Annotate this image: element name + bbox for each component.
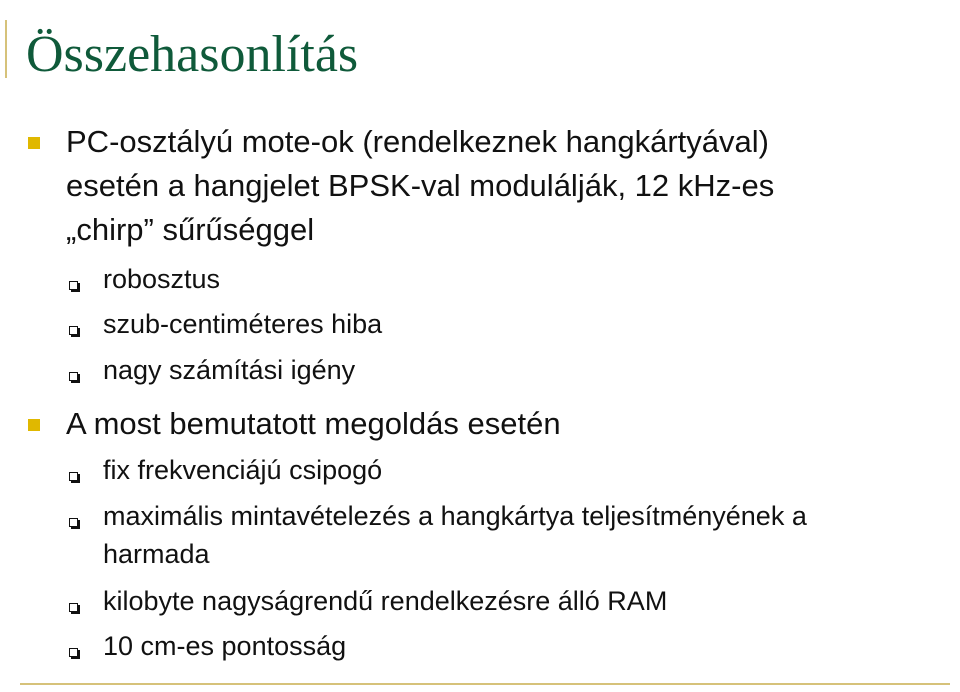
checkbox-bullet-icon bbox=[69, 472, 78, 481]
bullet-text-line: A most bemutatott megoldás esetén bbox=[66, 406, 561, 441]
square-bullet-icon bbox=[28, 419, 40, 431]
checkbox-bullet-icon bbox=[69, 518, 78, 527]
sub-bullet-text: nagy számítási igény bbox=[103, 355, 356, 385]
checkbox-bullet-icon bbox=[69, 281, 78, 290]
sub-bullet-text: maximális mintavételezés a hangkártya teljesítményének a bbox=[103, 501, 807, 531]
sub-bullet-text: harmada bbox=[103, 539, 210, 569]
bullet-text-line: esetén a hangjelet BPSK-val modulálják, 12 kHz-es bbox=[66, 168, 775, 203]
checkbox-bullet-icon bbox=[69, 603, 78, 612]
checkbox-bullet-icon bbox=[69, 326, 78, 335]
slide-title: Összehasonlítás bbox=[26, 26, 359, 83]
sub-bullet-text: robosztus bbox=[103, 264, 221, 294]
sub-bullet-text: szub-centiméteres hiba bbox=[103, 309, 383, 339]
bottom-rule bbox=[20, 683, 950, 685]
square-bullet-icon bbox=[28, 137, 40, 149]
bullet-text-line: „chirp” sűrűséggel bbox=[66, 212, 315, 247]
checkbox-bullet-icon bbox=[69, 372, 78, 381]
bullet-text-line: PC-osztályú mote-ok (rendelkeznek hangkártyával) bbox=[66, 124, 769, 159]
sub-bullet-text: fix frekvenciájú csipogó bbox=[103, 455, 383, 485]
checkbox-bullet-icon bbox=[69, 648, 78, 657]
sub-bullet-text: kilobyte nagyságrendű rendelkezésre álló RAM bbox=[103, 586, 668, 616]
sub-bullet-text: 10 cm-es pontosság bbox=[103, 631, 347, 661]
